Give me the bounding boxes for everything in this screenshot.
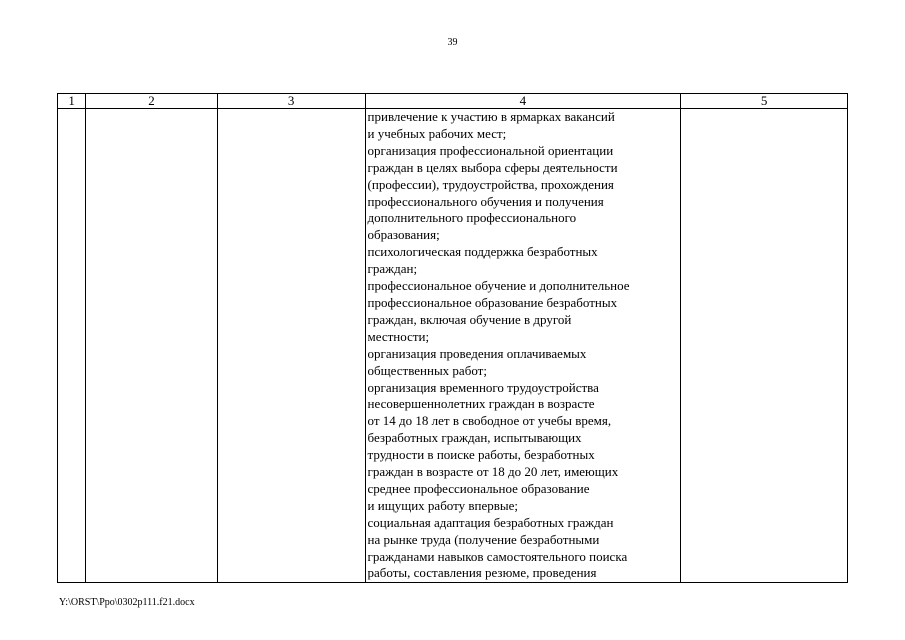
table-header-cell-4: 4 [365,94,681,109]
table-header-cell-2: 2 [86,94,218,109]
table-row [58,109,848,583]
table-cell-col3 [217,109,365,583]
document-table [57,93,848,583]
page-number: 39 [447,37,458,48]
table-header-cell-3: 3 [217,94,365,109]
table-header-cell-5: 5 [681,94,848,109]
table-header-cell-1: 1 [58,94,86,109]
cell-text-col4: привлечение к участию в ярмарках вакансий и учебных рабочих мест; организация профессиональной ориентации граждан в целях выбора сферы деятельности (профессии), трудоустройства, прохождения профессионального обучения и получения дополнительного профессионального образования; психологическая поддержка безработных граждан; профессиональное обучение и дополнительное профессиональное образование безработных граждан, включая обучение в другой местности; организация проведения оплачиваемых общественных работ; организация временного трудоустройства несовершеннолетних граждан в возрасте от 14 до 18 лет в свободное от учебы время, безработных граждан, испытывающих трудности в поиске работы, безработных граждан в возрасте от 18 до 20 лет, имеющих среднее профессиональное образование и ищущих работу впервые; социальная адаптация безработных граждан на рынке труда (получение безработными гражданами навыков самостоятельного поиска работы, составления резюме, проведения [367,109,630,581]
table-cell-col1 [58,109,86,583]
table-header-row [58,94,848,109]
table-cell-col2 [86,109,218,583]
table-cell-col4 [365,109,681,583]
footer-file-path: Y:\ORST\Ppo\0302p111.f21.docx [59,597,195,608]
table-cell-col5 [681,109,848,583]
